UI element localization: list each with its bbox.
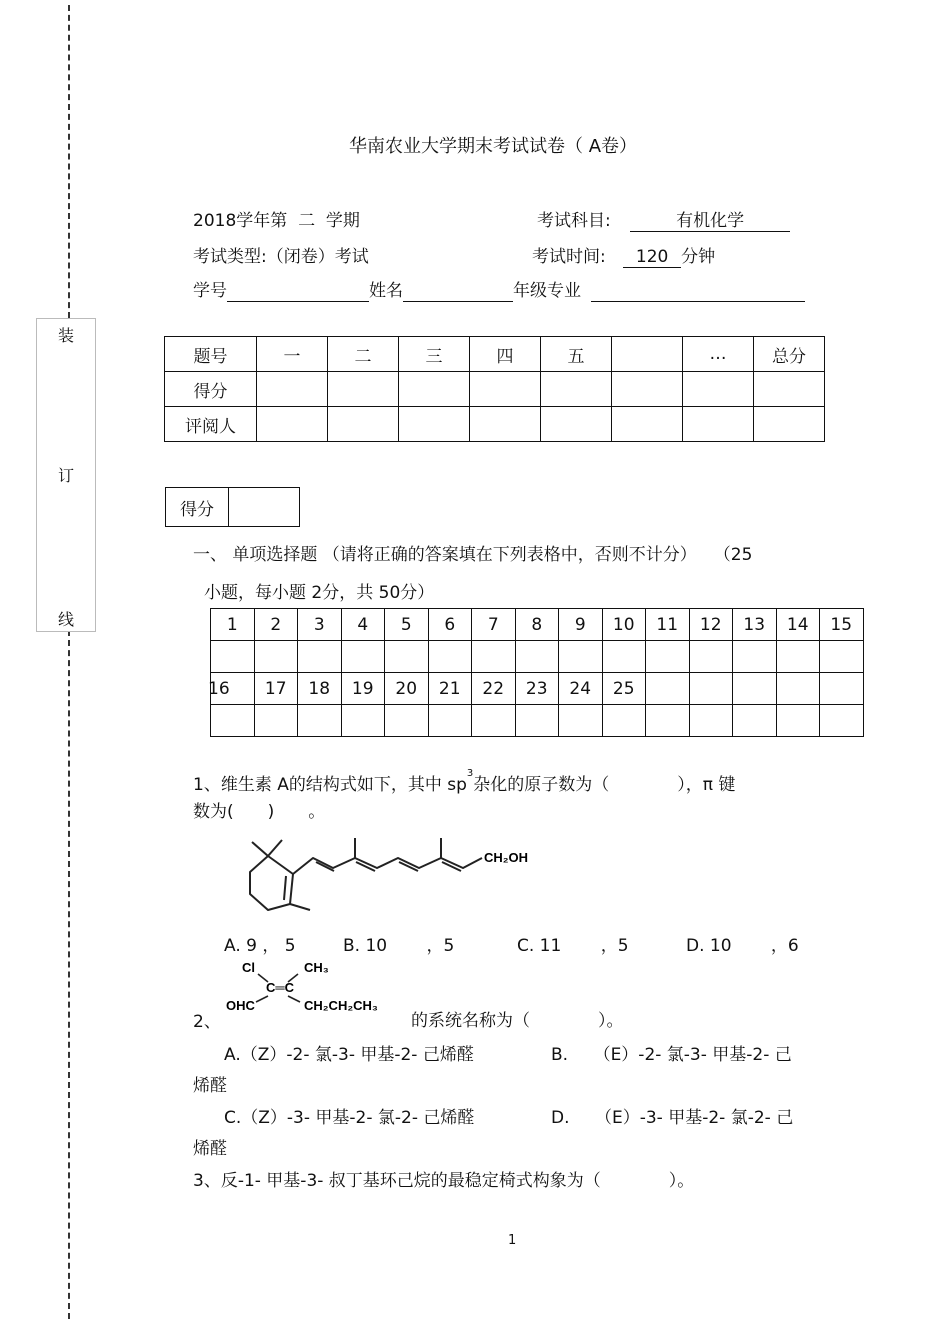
reviewer-cell[interactable] [541, 407, 612, 442]
answer-cell[interactable] [646, 705, 690, 737]
answer-number: 20 [385, 673, 429, 705]
name-label: 姓名 [369, 281, 403, 301]
score-header-cell: 五 [541, 337, 612, 372]
ch2oh-label: CH₂OH [484, 850, 529, 865]
section1-heading: 一、 单项选择题 （请将正确的答案填在下列表格中，否则不计分） （25 [193, 545, 753, 565]
student-id-label: 学号 [193, 281, 227, 301]
answer-cell[interactable] [428, 705, 472, 737]
answer-cell[interactable] [428, 641, 472, 673]
score-cell[interactable] [612, 372, 683, 407]
answer-cell[interactable] [254, 641, 298, 673]
term-label: 学期 [325, 211, 360, 231]
answer-number: 22 [472, 673, 516, 705]
score-cell[interactable] [683, 372, 754, 407]
q2-number: 2、 [193, 1012, 221, 1032]
answer-cell[interactable] [820, 705, 864, 737]
answer-number: 14 [776, 609, 820, 641]
grade-major-blank [591, 281, 805, 302]
q1-option-c: C. 11 ，5 [517, 936, 629, 956]
answer-number: 5 [385, 609, 429, 641]
time-label: 考试时间: [532, 247, 606, 267]
answer-number [646, 673, 690, 705]
answer-number: 17 [254, 673, 298, 705]
score-cell[interactable] [257, 372, 328, 407]
binding-char-zhuang: 装 [57, 326, 74, 345]
answer-cell[interactable] [515, 641, 559, 673]
answer-cell[interactable] [559, 641, 603, 673]
answer-number-row [211, 673, 864, 705]
score-cell[interactable] [399, 372, 470, 407]
score-cell[interactable] [470, 372, 541, 407]
score-header-cell: 总分 [754, 337, 825, 372]
section-score-cell[interactable] [229, 488, 300, 527]
answer-cell[interactable] [776, 705, 820, 737]
q2-text: 的系统名称为（ ）。 [411, 1011, 624, 1031]
score-header-cell: … [683, 337, 754, 372]
answer-cell[interactable] [341, 705, 385, 737]
answer-number: 11 [646, 609, 690, 641]
page-number: 1 [508, 1233, 517, 1248]
answer-cell[interactable] [689, 641, 733, 673]
q2-chain-label: CH₂CH₂CH₃ [304, 998, 378, 1013]
q2-option-b-cont: 烯醛 [193, 1076, 227, 1096]
answer-number: 13 [733, 609, 777, 641]
q1-option-a: A. 9 ， 5 [224, 936, 296, 956]
answer-cell[interactable] [689, 705, 733, 737]
answer-cell[interactable] [298, 641, 342, 673]
answer-number: 1 [211, 609, 255, 641]
q2-option-c: C.（Z）-3- 甲基-2- 氯-2- 己烯醛 [224, 1108, 475, 1128]
answer-number: 7 [472, 609, 516, 641]
term-number: 二 [298, 211, 316, 231]
answer-cell[interactable] [776, 641, 820, 673]
answer-number: 9 [559, 609, 603, 641]
q2-structure [222, 958, 412, 1018]
ring-bonds [250, 856, 293, 910]
reviewer-cell[interactable] [470, 407, 541, 442]
time-value: 120 [623, 247, 681, 268]
reviewer-cell[interactable] [683, 407, 754, 442]
subject-value: 有机化学 [630, 211, 790, 232]
score-row [165, 372, 825, 407]
answer-cell[interactable] [646, 641, 690, 673]
student-info-line [193, 276, 805, 302]
answer-number: 12 [689, 609, 733, 641]
answer-number: 16 [211, 673, 255, 705]
q1-text-b: 杂化的原子数为（ ），π 键 [473, 775, 736, 795]
answer-number [733, 673, 777, 705]
score-cell[interactable] [541, 372, 612, 407]
answer-input-row [211, 641, 864, 673]
answer-number-row [211, 609, 864, 641]
score-header-cell [612, 337, 683, 372]
binding-box [36, 318, 96, 632]
year-line [193, 206, 360, 231]
binding-line-bottom [68, 630, 70, 1319]
reviewer-cell[interactable] [328, 407, 399, 442]
answer-cell[interactable] [602, 641, 646, 673]
student-id-blank [227, 281, 369, 302]
answer-number: 6 [428, 609, 472, 641]
answer-cell[interactable] [385, 641, 429, 673]
answer-cell[interactable] [472, 705, 516, 737]
answer-number: 2 [254, 609, 298, 641]
answer-number: 15 [820, 609, 864, 641]
answer-cell[interactable] [733, 705, 777, 737]
binding-line-top [68, 5, 70, 318]
reviewer-cell[interactable] [399, 407, 470, 442]
answer-cell[interactable] [298, 705, 342, 737]
page-title: 华南农业大学期末考试试卷（ A卷） [349, 136, 638, 157]
q2-option-a: A.（Z）-2- 氯-3- 甲基-2- 己烯醛 [224, 1045, 474, 1065]
answer-input-row [211, 705, 864, 737]
score-table-header-row [165, 337, 825, 372]
score-header-cell: 一 [257, 337, 328, 372]
score-row-label: 得分 [165, 372, 257, 407]
answer-number: 19 [341, 673, 385, 705]
reviewer-cell[interactable] [754, 407, 825, 442]
q1-superscript: 3 [466, 768, 474, 779]
answer-cell[interactable] [515, 705, 559, 737]
exam-type: 考试类型:（闭卷）考试 [193, 247, 369, 267]
score-table [164, 336, 825, 442]
reviewer-cell[interactable] [612, 407, 683, 442]
answer-cell[interactable] [602, 705, 646, 737]
subject-label: 考试科目: [537, 211, 611, 231]
q2-option-b: B. （E）-2- 氯-3- 甲基-2- 己 [551, 1045, 792, 1065]
score-cell[interactable] [754, 372, 825, 407]
q1-text-a: 1、维生素 A的结构式如下，其中 sp [193, 775, 467, 795]
answer-number: 25 [602, 673, 646, 705]
q3-text: 3、反-1- 甲基-3- 叔丁基环己烷的最稳定椅式构象为（ ）。 [193, 1171, 695, 1191]
answer-cell[interactable] [820, 641, 864, 673]
q1-option-d: D. 10 ，6 [686, 936, 799, 956]
answer-number: 23 [515, 673, 559, 705]
answer-cell[interactable] [254, 705, 298, 737]
q2-option-d: D. （E）-3- 甲基-2- 氯-2- 己 [551, 1108, 794, 1128]
answer-cell[interactable] [211, 705, 255, 737]
time-unit: 分钟 [681, 247, 716, 267]
grade-major-label: 年级专业 [513, 281, 581, 301]
q2-cl-label: Cl [242, 960, 255, 975]
answer-number: 3 [298, 609, 342, 641]
score-header-cell: 三 [399, 337, 470, 372]
answer-table [210, 608, 864, 737]
answer-cell[interactable] [385, 705, 429, 737]
answer-number [820, 673, 864, 705]
section-score-label: 得分 [166, 488, 229, 527]
answer-cell[interactable] [559, 705, 603, 737]
answer-cell[interactable] [341, 641, 385, 673]
q1-text-cont: 数为( ) 。 [193, 802, 326, 822]
q2-ch3-label: CH₃ [304, 960, 329, 975]
score-header-cell: 二 [328, 337, 399, 372]
q2-option-d-cont: 烯醛 [193, 1139, 227, 1159]
binding-char-ding: 订 [57, 466, 74, 485]
q2-cc-label: C═C [266, 980, 294, 995]
answer-number [689, 673, 733, 705]
binding-char-xian: 线 [57, 610, 74, 629]
answer-number: 21 [428, 673, 472, 705]
q2-ohc-label: OHC [226, 998, 255, 1013]
subject-line [537, 206, 790, 232]
section-score-box [165, 487, 300, 527]
answer-number: 4 [341, 609, 385, 641]
q1-text [193, 770, 735, 795]
name-blank [403, 281, 513, 302]
score-header-cell: 题号 [165, 337, 257, 372]
vitamin-a-structure [238, 836, 548, 916]
reviewer-cell[interactable] [257, 407, 328, 442]
answer-number: 24 [559, 673, 603, 705]
reviewer-row [165, 407, 825, 442]
score-header-cell: 四 [470, 337, 541, 372]
answer-number: 18 [298, 673, 342, 705]
time-line [532, 242, 715, 268]
answer-number [776, 673, 820, 705]
reviewer-row-label: 评阅人 [165, 407, 257, 442]
score-cell[interactable] [328, 372, 399, 407]
answer-cell[interactable] [733, 641, 777, 673]
year-label: 2018学年第 [193, 211, 288, 231]
q1-option-b: B. 10 ，5 [343, 936, 455, 956]
answer-number: 8 [515, 609, 559, 641]
section1-heading-cont: 小题，每小题 2分，共 50分） [204, 583, 435, 603]
answer-cell[interactable] [472, 641, 516, 673]
answer-number: 10 [602, 609, 646, 641]
answer-cell[interactable] [211, 641, 255, 673]
